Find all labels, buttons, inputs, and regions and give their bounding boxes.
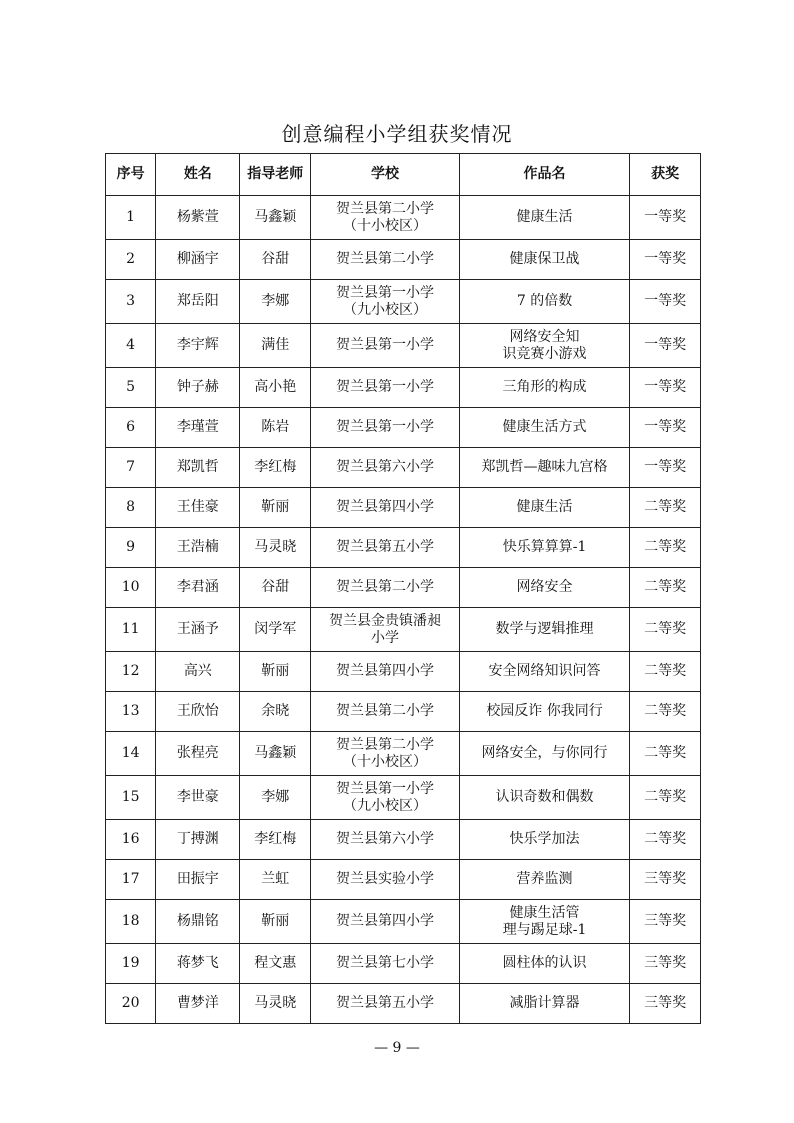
cell-school <box>311 568 460 608</box>
cell-name <box>156 900 240 944</box>
cell-work-text: 快乐算算算-1 <box>502 539 587 555</box>
cell-no <box>106 652 156 692</box>
cell-name-text: 李宇辉 <box>176 337 219 353</box>
cell-no-text: 4 <box>126 337 136 353</box>
cell-award <box>630 900 701 944</box>
header-name: 姓名 <box>156 154 240 196</box>
cell-work-text: 健康生活 <box>516 499 573 515</box>
cell-teacher <box>240 324 311 368</box>
cell-no-text: 13 <box>121 703 140 719</box>
cell-name-text: 王浩楠 <box>176 539 219 555</box>
cell-name <box>156 240 240 280</box>
cell-work-text: 认识奇数和偶数 <box>495 789 594 805</box>
cell-name <box>156 324 240 368</box>
cell-school-text: 贺兰县第一小学 （九小校区） <box>336 780 435 814</box>
cell-teacher-text: 谷甜 <box>261 251 290 267</box>
cell-name-text: 蒋梦飞 <box>176 955 219 971</box>
table-row <box>106 408 701 448</box>
cell-award-text: 二等奖 <box>644 579 687 595</box>
cell-award <box>630 860 701 900</box>
cell-no <box>106 984 156 1024</box>
cell-no <box>106 240 156 280</box>
cell-work <box>459 732 629 776</box>
cell-work <box>459 776 629 820</box>
cell-work-text: 健康生活管 理与踢足球-1 <box>502 904 587 938</box>
cell-teacher <box>240 820 311 860</box>
cell-award-text: 一等奖 <box>644 209 687 225</box>
cell-no-text: 5 <box>126 379 136 395</box>
cell-award <box>630 324 701 368</box>
cell-no <box>106 408 156 448</box>
cell-teacher <box>240 944 311 984</box>
cell-school <box>311 324 460 368</box>
cell-work-text: 网络安全，与你同行 <box>481 745 608 761</box>
cell-name <box>156 488 240 528</box>
cell-teacher <box>240 732 311 776</box>
cell-work-text: 数学与逻辑推理 <box>495 621 594 637</box>
cell-no <box>106 324 156 368</box>
header-school: 学校 <box>311 154 460 196</box>
header-no: 序号 <box>106 154 156 196</box>
table-row <box>106 900 701 944</box>
cell-school-text: 贺兰县金贵镇潘昶 小学 <box>329 612 442 646</box>
cell-work <box>459 368 629 408</box>
cell-name <box>156 408 240 448</box>
cell-name <box>156 568 240 608</box>
cell-teacher <box>240 652 311 692</box>
cell-award-text: 二等奖 <box>644 663 687 679</box>
cell-teacher-text: 余晓 <box>261 703 290 719</box>
cell-award-text: 二等奖 <box>644 499 687 515</box>
cell-name-text: 李世豪 <box>176 789 219 805</box>
cell-school <box>311 608 460 652</box>
cell-work <box>459 448 629 488</box>
cell-teacher-text: 陈岩 <box>261 419 290 435</box>
cell-award <box>630 944 701 984</box>
cell-school-text: 贺兰县第四小学 <box>336 663 435 679</box>
table-row <box>106 368 701 408</box>
cell-teacher <box>240 608 311 652</box>
table-row <box>106 488 701 528</box>
cell-work <box>459 324 629 368</box>
cell-teacher-text: 李红梅 <box>254 459 297 475</box>
cell-work-text: 网络安全知 识竞赛小游戏 <box>502 328 587 362</box>
cell-award-text: 三等奖 <box>644 995 687 1011</box>
table-row <box>106 324 701 368</box>
cell-award <box>630 448 701 488</box>
cell-no-text: 17 <box>121 871 140 887</box>
cell-work <box>459 608 629 652</box>
cell-award <box>630 240 701 280</box>
cell-name-text: 李瑾萱 <box>176 419 219 435</box>
cell-no-text: 10 <box>121 579 140 595</box>
cell-work <box>459 408 629 448</box>
cell-work-text: 郑凯哲—趣味九宫格 <box>481 459 608 475</box>
cell-school-text: 贺兰县实验小学 <box>336 871 435 887</box>
cell-name <box>156 692 240 732</box>
cell-no <box>106 608 156 652</box>
cell-name <box>156 944 240 984</box>
table-row <box>106 280 701 324</box>
cell-teacher <box>240 240 311 280</box>
cell-name <box>156 820 240 860</box>
page-title: 创意编程小学组获奖情况 <box>281 122 513 146</box>
cell-teacher-text: 高小艳 <box>254 379 297 395</box>
cell-teacher <box>240 776 311 820</box>
cell-school-text: 贺兰县第七小学 <box>336 955 435 971</box>
cell-award-text: 二等奖 <box>644 703 687 719</box>
cell-name <box>156 984 240 1024</box>
cell-award <box>630 776 701 820</box>
cell-no-text: 12 <box>121 663 140 679</box>
cell-no <box>106 776 156 820</box>
page-number: — 9 — <box>374 1040 420 1056</box>
cell-school <box>311 196 460 240</box>
table-row <box>106 944 701 984</box>
cell-school <box>311 368 460 408</box>
cell-award-text: 二等奖 <box>644 539 687 555</box>
cell-work <box>459 820 629 860</box>
cell-teacher-text: 马灵晓 <box>254 539 297 555</box>
cell-name-text: 王佳豪 <box>176 499 219 515</box>
cell-work-text: 网络安全 <box>516 579 573 595</box>
cell-teacher <box>240 860 311 900</box>
cell-award <box>630 692 701 732</box>
cell-work-text: 校园反诈 你我同行 <box>486 703 603 719</box>
header-teacher: 指导老师 <box>240 154 311 196</box>
cell-teacher-text: 李红梅 <box>254 831 297 847</box>
cell-school <box>311 820 460 860</box>
cell-name <box>156 196 240 240</box>
cell-teacher-text: 满佳 <box>261 337 290 353</box>
table-row <box>106 692 701 732</box>
cell-school <box>311 776 460 820</box>
cell-award-text: 一等奖 <box>644 419 687 435</box>
table-row <box>106 820 701 860</box>
cell-work-text: 减脂计算器 <box>509 995 580 1011</box>
cell-name-text: 杨紫萱 <box>176 209 219 225</box>
cell-teacher-text: 马灵晓 <box>254 995 297 1011</box>
cell-no-text: 9 <box>126 539 136 555</box>
cell-work <box>459 568 629 608</box>
cell-award <box>630 408 701 448</box>
cell-school-text: 贺兰县第二小学 <box>336 703 435 719</box>
cell-work <box>459 900 629 944</box>
cell-name-text: 张程亮 <box>176 745 219 761</box>
cell-teacher <box>240 280 311 324</box>
cell-award <box>630 196 701 240</box>
cell-no <box>106 196 156 240</box>
cell-teacher-text: 靳丽 <box>261 663 290 679</box>
table-row <box>106 652 701 692</box>
cell-teacher-text: 马鑫颖 <box>254 209 297 225</box>
cell-work <box>459 860 629 900</box>
cell-work-text: 健康生活 <box>516 209 573 225</box>
cell-school-text: 贺兰县第二小学 （十小校区） <box>336 736 435 770</box>
cell-school-text: 贺兰县第五小学 <box>336 995 435 1011</box>
cell-no <box>106 692 156 732</box>
cell-name <box>156 368 240 408</box>
cell-award-text: 三等奖 <box>644 913 687 929</box>
cell-teacher-text: 李娜 <box>261 293 290 309</box>
cell-no-text: 16 <box>121 831 140 847</box>
table-row <box>106 608 701 652</box>
cell-no <box>106 280 156 324</box>
cell-no <box>106 368 156 408</box>
table-row <box>106 568 701 608</box>
cell-name <box>156 528 240 568</box>
cell-teacher <box>240 368 311 408</box>
cell-school <box>311 900 460 944</box>
cell-school <box>311 488 460 528</box>
cell-teacher <box>240 984 311 1024</box>
cell-school <box>311 528 460 568</box>
cell-award-text: 一等奖 <box>644 337 687 353</box>
cell-work <box>459 984 629 1024</box>
cell-no <box>106 488 156 528</box>
cell-name-text: 钟子赫 <box>176 379 219 395</box>
cell-no <box>106 448 156 488</box>
cell-award <box>630 820 701 860</box>
cell-award <box>630 528 701 568</box>
cell-school <box>311 652 460 692</box>
table-row <box>106 528 701 568</box>
cell-work <box>459 692 629 732</box>
cell-no <box>106 568 156 608</box>
cell-work <box>459 944 629 984</box>
cell-work <box>459 652 629 692</box>
cell-work-text: 健康保卫战 <box>509 251 580 267</box>
cell-work <box>459 196 629 240</box>
cell-teacher-text: 程文惠 <box>254 955 297 971</box>
cell-work-text: 健康生活方式 <box>502 419 587 435</box>
cell-name-text: 郑凯哲 <box>176 459 219 475</box>
cell-name-text: 丁搏渊 <box>176 831 219 847</box>
cell-name-text: 郑岳阳 <box>176 293 219 309</box>
cell-no <box>106 528 156 568</box>
table-row <box>106 860 701 900</box>
cell-work <box>459 280 629 324</box>
table-body <box>106 196 701 1024</box>
cell-award <box>630 280 701 324</box>
cell-teacher-text: 谷甜 <box>261 579 290 595</box>
cell-school-text: 贺兰县第四小学 <box>336 499 435 515</box>
cell-school-text: 贺兰县第二小学 <box>336 251 435 267</box>
cell-name-text: 柳涵宇 <box>176 251 219 267</box>
cell-no-text: 3 <box>126 293 136 309</box>
cell-award-text: 一等奖 <box>644 459 687 475</box>
cell-teacher-text: 马鑫颖 <box>254 745 297 761</box>
cell-school <box>311 944 460 984</box>
cell-no-text: 1 <box>126 209 136 225</box>
cell-award-text: 二等奖 <box>644 745 687 761</box>
cell-name <box>156 608 240 652</box>
cell-name <box>156 652 240 692</box>
cell-work <box>459 240 629 280</box>
cell-name-text: 高兴 <box>183 663 212 679</box>
cell-no <box>106 820 156 860</box>
cell-no-text: 7 <box>126 459 136 475</box>
cell-name <box>156 732 240 776</box>
cell-school <box>311 984 460 1024</box>
cell-no-text: 11 <box>121 621 140 637</box>
cell-school-text: 贺兰县第六小学 <box>336 459 435 475</box>
cell-work <box>459 488 629 528</box>
cell-name <box>156 280 240 324</box>
cell-teacher <box>240 408 311 448</box>
table-row <box>106 240 701 280</box>
cell-award-text: 一等奖 <box>644 251 687 267</box>
table-row <box>106 984 701 1024</box>
cell-teacher <box>240 448 311 488</box>
cell-teacher-text: 李娜 <box>261 789 290 805</box>
cell-no <box>106 944 156 984</box>
cell-teacher <box>240 488 311 528</box>
cell-name-text: 王涵予 <box>176 621 219 637</box>
cell-award-text: 三等奖 <box>644 955 687 971</box>
cell-teacher-text: 闵学军 <box>254 621 297 637</box>
table-header-row <box>106 154 701 196</box>
cell-no-text: 20 <box>121 995 140 1011</box>
cell-school-text: 贺兰县第六小学 <box>336 831 435 847</box>
cell-award <box>630 984 701 1024</box>
cell-award <box>630 652 701 692</box>
cell-award <box>630 368 701 408</box>
cell-school-text: 贺兰县第一小学 （九小校区） <box>336 284 435 318</box>
cell-name <box>156 776 240 820</box>
cell-name-text: 李君涵 <box>176 579 219 595</box>
cell-school <box>311 860 460 900</box>
cell-work-text: 营养监测 <box>516 871 573 887</box>
cell-no-text: 15 <box>121 789 140 805</box>
cell-school <box>311 240 460 280</box>
cell-teacher <box>240 692 311 732</box>
cell-award-text: 二等奖 <box>644 831 687 847</box>
cell-teacher <box>240 900 311 944</box>
cell-no-text: 14 <box>121 745 140 761</box>
cell-award-text: 一等奖 <box>644 293 687 309</box>
cell-work-text: 7 的倍数 <box>516 293 573 309</box>
cell-school-text: 贺兰县第四小学 <box>336 913 435 929</box>
cell-award <box>630 488 701 528</box>
cell-teacher <box>240 528 311 568</box>
cell-teacher-text: 靳丽 <box>261 913 290 929</box>
cell-award-text: 一等奖 <box>644 379 687 395</box>
cell-teacher-text: 靳丽 <box>261 499 290 515</box>
cell-no-text: 2 <box>126 251 136 267</box>
cell-school <box>311 448 460 488</box>
cell-teacher <box>240 568 311 608</box>
cell-award-text: 二等奖 <box>644 789 687 805</box>
table-row <box>106 776 701 820</box>
cell-work <box>459 528 629 568</box>
cell-award-text: 二等奖 <box>644 621 687 637</box>
cell-name-text: 田振宇 <box>176 871 219 887</box>
cell-name-text: 王欣怡 <box>176 703 219 719</box>
cell-no <box>106 860 156 900</box>
cell-school-text: 贺兰县第一小学 <box>336 337 435 353</box>
cell-name <box>156 448 240 488</box>
table-row <box>106 196 701 240</box>
cell-name-text: 曹梦洋 <box>176 995 219 1011</box>
cell-work-text: 安全网络知识问答 <box>488 663 601 679</box>
cell-work-text: 三角形的构成 <box>502 379 587 395</box>
cell-school-text: 贺兰县第一小学 <box>336 379 435 395</box>
cell-no <box>106 900 156 944</box>
table-row <box>106 448 701 488</box>
cell-no-text: 19 <box>121 955 140 971</box>
cell-name <box>156 860 240 900</box>
cell-school <box>311 408 460 448</box>
cell-no <box>106 732 156 776</box>
cell-school-text: 贺兰县第二小学 （十小校区） <box>336 200 435 234</box>
cell-school-text: 贺兰县第一小学 <box>336 419 435 435</box>
cell-school <box>311 692 460 732</box>
cell-award-text: 三等奖 <box>644 871 687 887</box>
cell-teacher <box>240 196 311 240</box>
cell-school-text: 贺兰县第二小学 <box>336 579 435 595</box>
cell-award <box>630 608 701 652</box>
cell-work-text: 快乐学加法 <box>509 831 580 847</box>
cell-no-text: 6 <box>126 419 136 435</box>
cell-work-text: 圆柱体的认识 <box>502 955 587 971</box>
cell-school <box>311 732 460 776</box>
cell-teacher-text: 兰虹 <box>261 871 290 887</box>
cell-award <box>630 568 701 608</box>
cell-no-text: 8 <box>126 499 136 515</box>
header-award: 获奖 <box>630 154 701 196</box>
table-row <box>106 732 701 776</box>
cell-award <box>630 732 701 776</box>
cell-school <box>311 280 460 324</box>
cell-name-text: 杨鼎铭 <box>176 913 219 929</box>
awards-table <box>105 153 701 1024</box>
cell-school-text: 贺兰县第五小学 <box>336 539 435 555</box>
cell-no-text: 18 <box>121 913 140 929</box>
header-work: 作品名 <box>459 154 629 196</box>
